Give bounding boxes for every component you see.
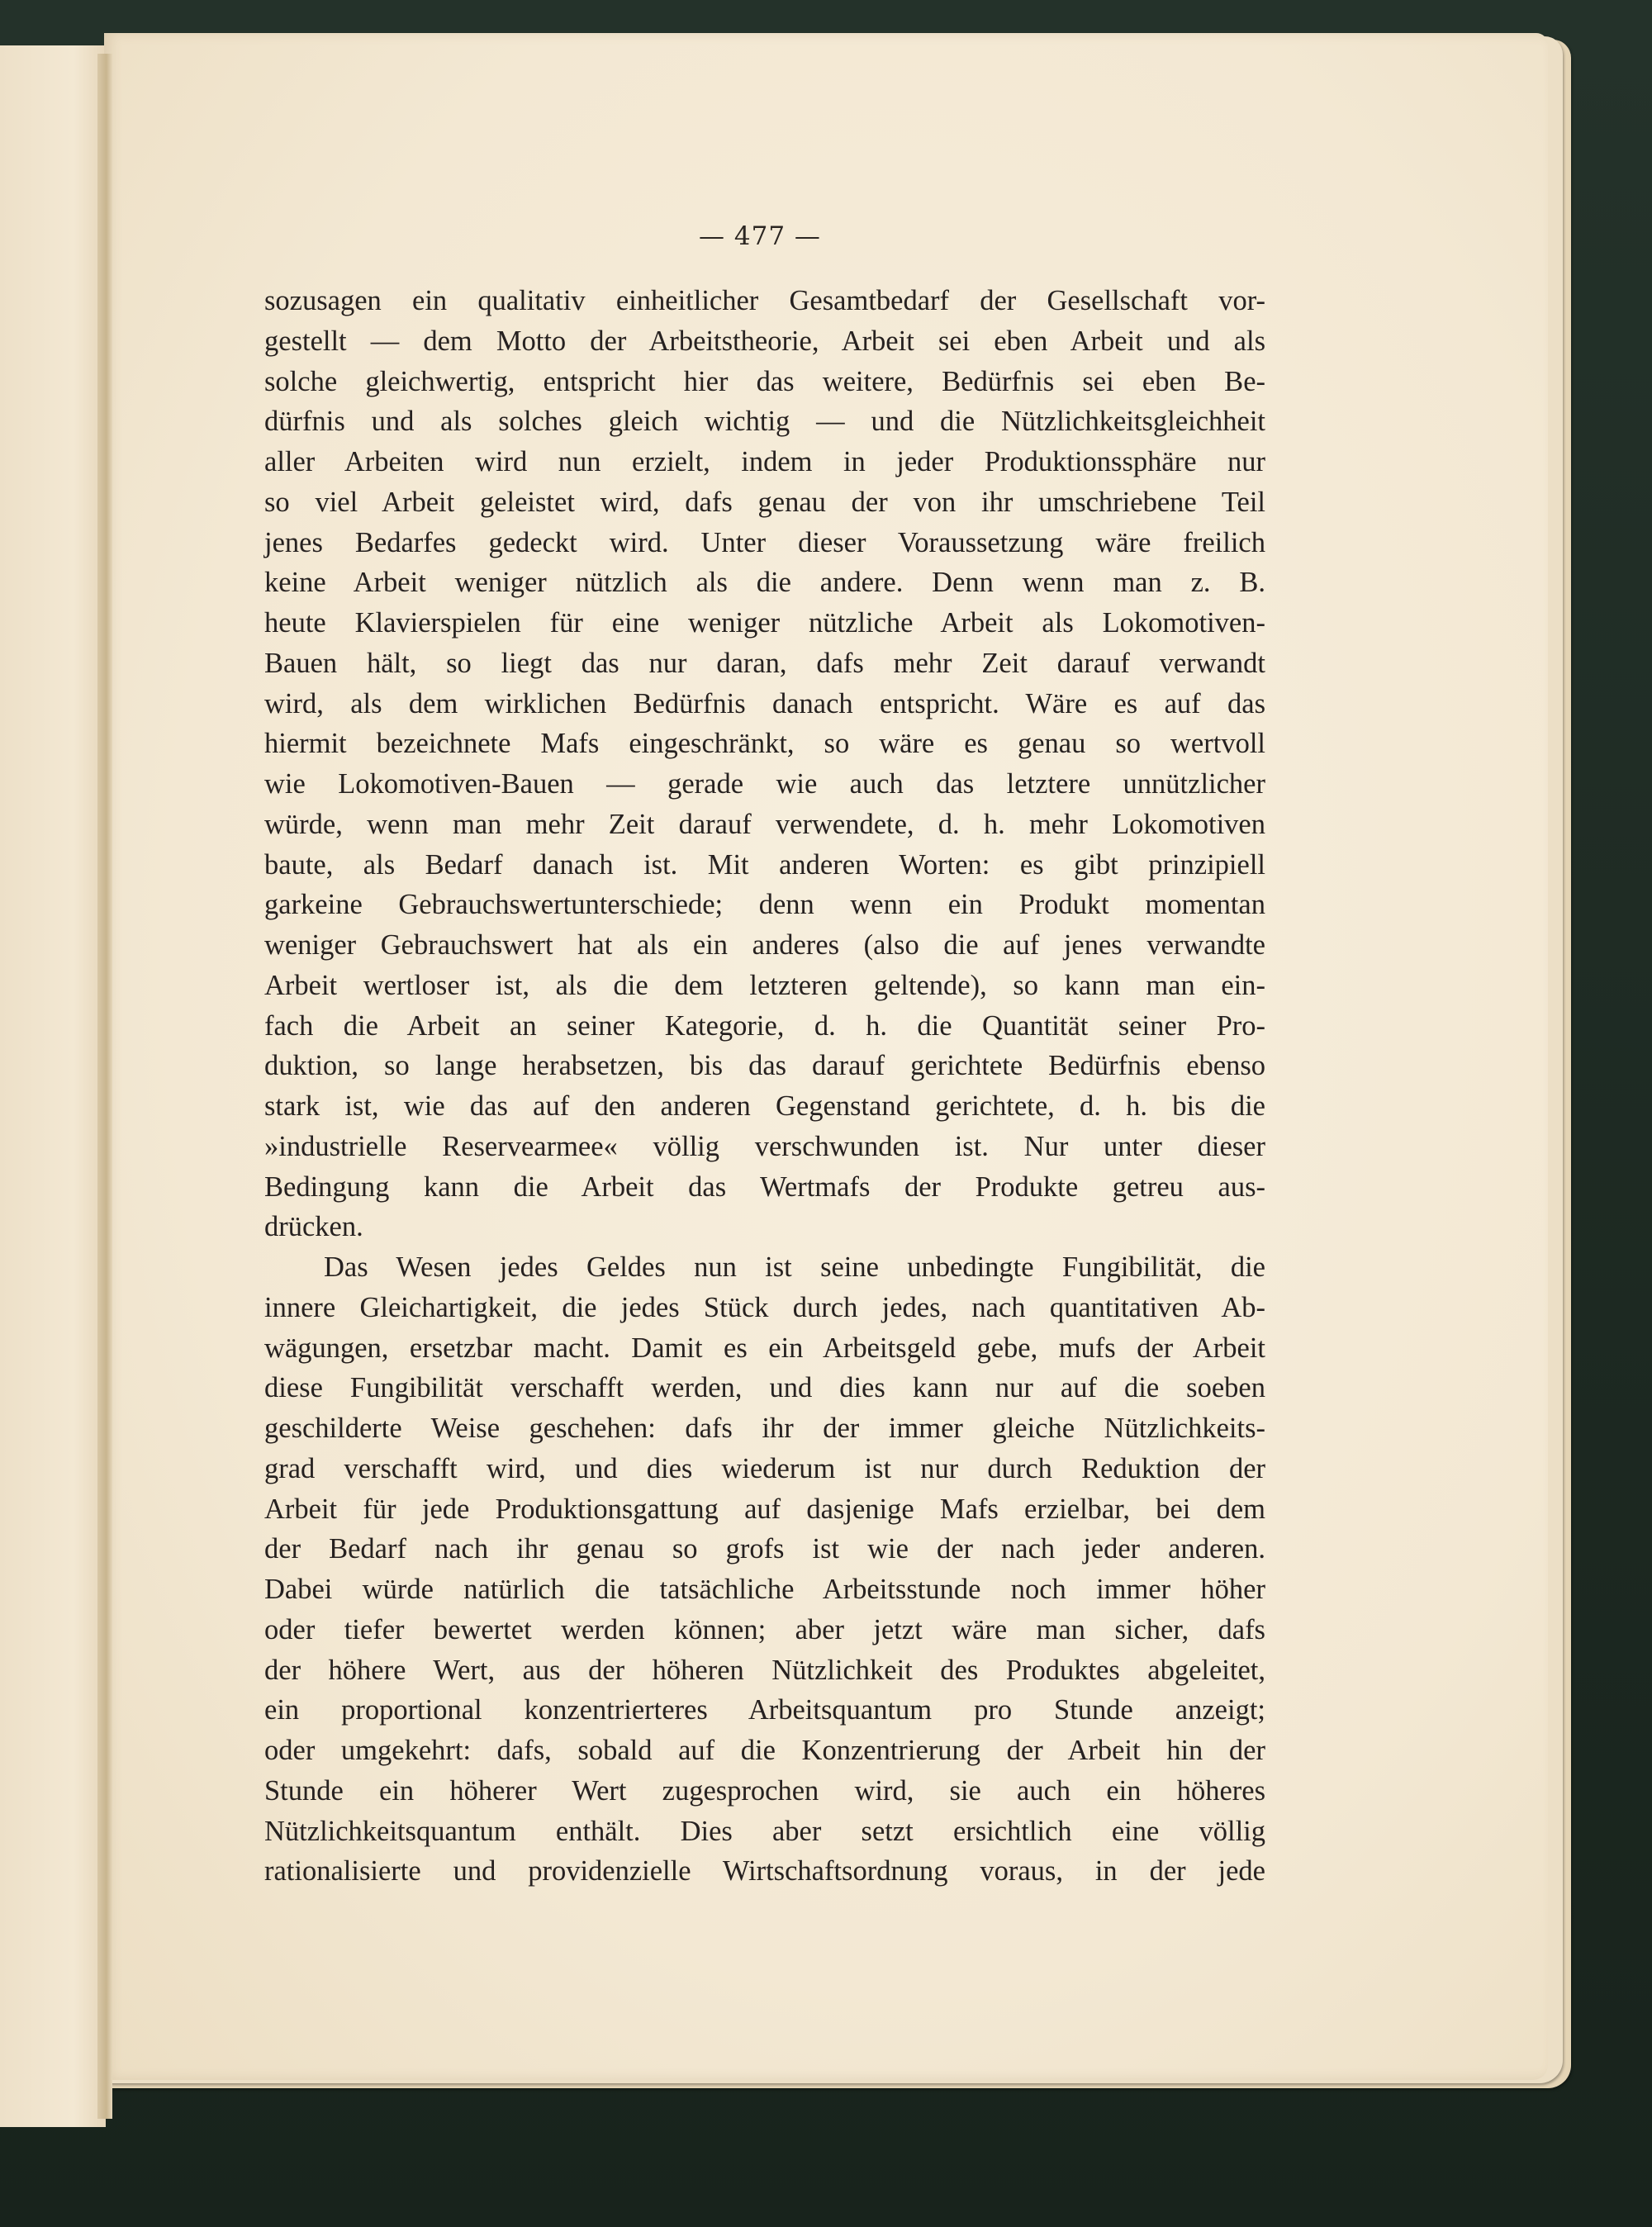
- text-line: garkeine Gebrauchswertunterschiede; denn wenn ein Produkt momentan: [264, 889, 1265, 921]
- text-line: hiermit bezeichnete Mafs eingeschränkt, so wäre es genau so wertvoll: [264, 728, 1265, 760]
- text-line: innere Gleichartigkeit, die jedes Stück durch jedes, nach quantitativen Ab-: [264, 1291, 1265, 1323]
- text-line: diese Fungibilität verschafft werden, und dies kann nur auf die soeben: [264, 1372, 1265, 1404]
- text-line: Dabei würde natürlich die tatsächliche Arbeitsstunde noch immer höher: [264, 1574, 1265, 1605]
- body-text: [264, 281, 1265, 1892]
- text-line: oder umgekehrt: dafs, sobald auf die Konzentrierung der Arbeit hin der: [264, 1735, 1265, 1766]
- text-line: der höhere Wert, aus der höheren Nützlichkeit des Produktes abgeleitet,: [264, 1654, 1265, 1686]
- text-line: »industrielle Reservearmee« völlig verschwunden ist. Nur unter dieser: [264, 1130, 1265, 1162]
- text-line: jenes Bedarfes gedeckt wird. Unter dieser Voraussetzung wäre freilich: [264, 526, 1265, 558]
- text-line: heute Klavierspielen für eine weniger nützliche Arbeit als Lokomotiven-: [264, 607, 1265, 639]
- text-line: fach die Arbeit an seiner Kategorie, d. h. die Quantität seiner Pro-: [264, 1009, 1265, 1042]
- paragraph: [264, 281, 1265, 1247]
- book-gutter: [97, 54, 112, 2119]
- text-line: würde, wenn man mehr Zeit darauf verwendete, d. h. mehr Lokomotiven: [264, 808, 1265, 840]
- text-line: der Bedarf nach ihr genau so grofs ist wie der nach jeder anderen.: [264, 1533, 1265, 1565]
- text-line: Stunde ein höherer Wert zugesprochen wird, sie auch ein höheres: [264, 1774, 1265, 1807]
- text-line: stark ist, wie das auf den anderen Gegenstand gerichtete, d. h. bis die: [264, 1090, 1265, 1122]
- text-line: Bedingung kann die Arbeit das Wertmafs der Produkte getreu aus-: [264, 1170, 1265, 1203]
- paragraph: [264, 1247, 1265, 1892]
- text-line: dürfnis und als solches gleich wichtig — und die Nützlichkeitsgleichheit: [264, 406, 1265, 438]
- text-line: Bauen hält, so liegt das nur daran, dafs mehr Zeit darauf verwandt: [264, 647, 1265, 679]
- text-line: solche gleichwertig, entspricht hier das weitere, Bedürfnis sei eben Be-: [264, 365, 1265, 397]
- text-line: geschilderte Weise geschehen: dafs ihr der immer gleiche Nützlichkeits-: [264, 1413, 1265, 1444]
- text-line: wie Lokomotiven-Bauen — gerade wie auch das letztere unnützlicher: [264, 768, 1265, 800]
- text-line: keine Arbeit weniger nützlich als die andere. Denn wenn man z. B.: [264, 567, 1265, 599]
- text-line: Arbeit für jede Produktionsgattung auf dasjenige Mafs erzielbar, bei dem: [264, 1493, 1265, 1525]
- facing-page-edge: [0, 45, 106, 2127]
- text-line: gestellt — dem Motto der Arbeitstheorie, Arbeit sei eben Arbeit und als: [264, 325, 1265, 357]
- text-line: wägungen, ersetzbar macht. Damit es ein Arbeitsgeld gebe, mufs der Arbeit: [264, 1332, 1265, 1364]
- text-line: ein proportional konzentrierteres Arbeitsquantum pro Stunde anzeigt;: [264, 1694, 1265, 1726]
- text-line: Arbeit wertloser ist, als die dem letzteren geltende), so kann man ein-: [264, 969, 1265, 1001]
- text-line: rationalisierte und providenzielle Wirtschaftsordnung voraus, in der jede: [264, 1855, 1265, 1887]
- text-line: wird, als dem wirklichen Bedürfnis danach entspricht. Wäre es auf das: [264, 687, 1265, 719]
- text-line: duktion, so lange herabsetzen, bis das darauf gerichtete Bedürfnis ebenso: [264, 1050, 1265, 1082]
- text-line: grad verschafft wird, und dies wiederum ist nur durch Reduktion der: [264, 1452, 1265, 1484]
- page-number: — 477 —: [699, 221, 821, 251]
- text-line: baute, als Bedarf danach ist. Mit anderen Worten: es gibt prinzipiell: [264, 848, 1265, 881]
- text-line: Das Wesen jedes Geldes nun ist seine unbedingte Fungibilität, die: [324, 1251, 1265, 1283]
- text-line: aller Arbeiten wird nun erzielt, indem in jeder Produktionssphäre nur: [264, 446, 1265, 477]
- text-line: Nützlichkeitsquantum enthält. Dies aber setzt ersichtlich eine völlig: [264, 1815, 1265, 1847]
- text-line: oder tiefer bewertet werden können; aber jetzt wäre man sicher, dafs: [264, 1613, 1265, 1645]
- text-line: drücken.: [264, 1211, 363, 1243]
- text-line: so viel Arbeit geleistet wird, dafs genau der von ihr umschriebene Teil: [264, 486, 1265, 518]
- text-line: weniger Gebrauchswert hat als ein anderes (also die auf jenes verwandte: [264, 929, 1265, 961]
- text-line: sozusagen ein qualitativ einheitlicher Gesamtbedarf der Gesellschaft vor-: [264, 285, 1265, 316]
